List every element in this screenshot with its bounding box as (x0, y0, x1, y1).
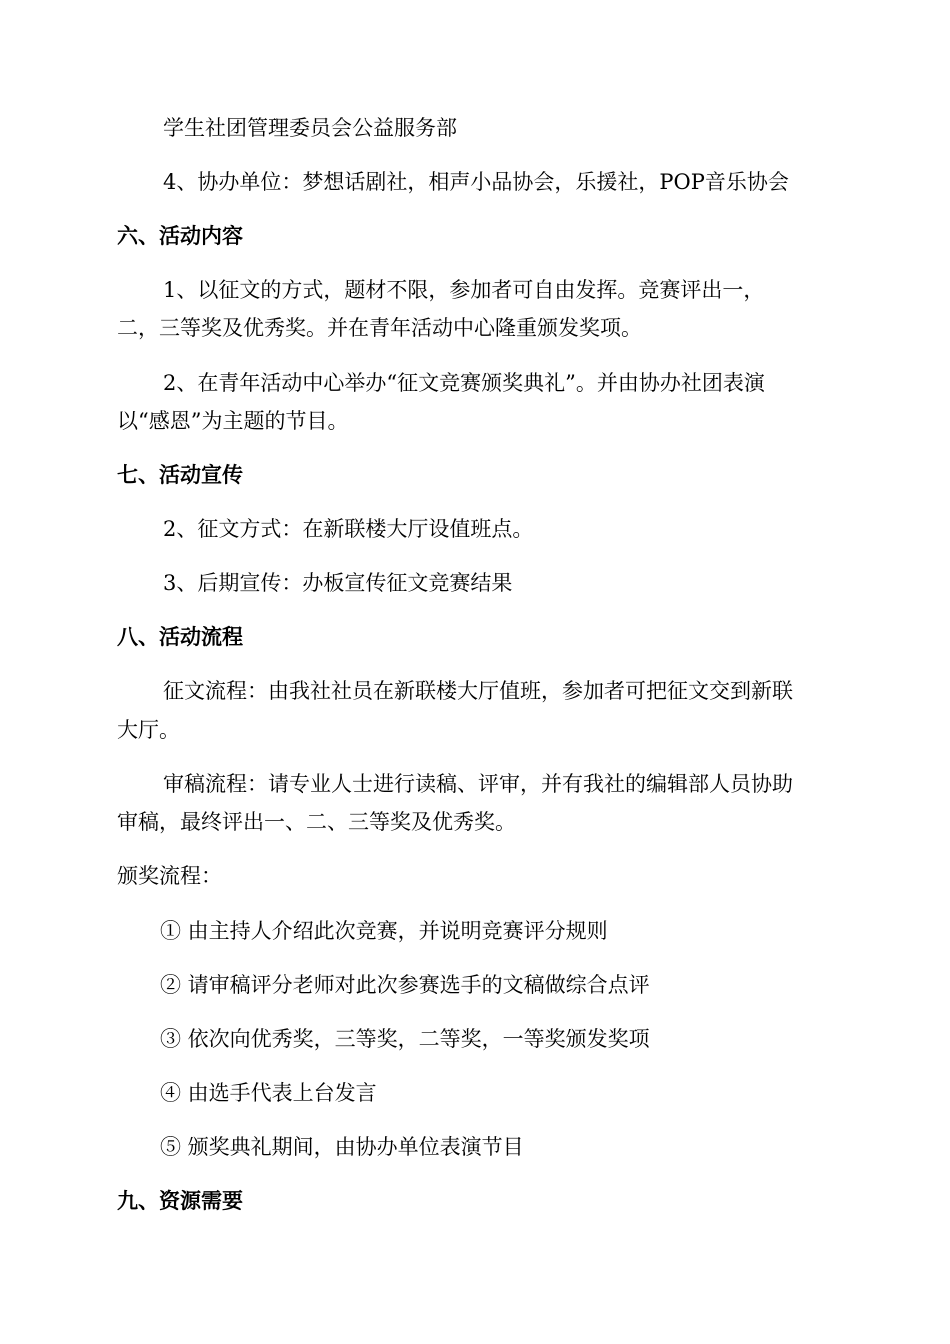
paragraph-line: 3、后期宣传：办板宣传征文竞赛结果 (163, 571, 513, 595)
list-item: ④ 由选手代表上台发言 (160, 1081, 377, 1105)
paragraph-line: 审稿流程：请专业人士进行读稿、评审，并有我社的编辑部人员协助 (163, 772, 793, 796)
paragraph-line: 2、征文方式：在新联楼大厅设值班点。 (163, 517, 534, 541)
list-item: ⑤ 颁奖典礼期间，由协办单位表演节目 (160, 1135, 524, 1159)
paragraph-line: 审稿，最终评出一、二、三等奖及优秀奖。 (117, 810, 516, 834)
section-heading-process: 八、活动流程 (117, 625, 243, 649)
section-heading-activity-content: 六、活动内容 (117, 224, 243, 248)
co-organizer-line: 4、协办单位：梦想话剧社，相声小品协会，乐援社，POP音乐协会 (163, 170, 789, 194)
paragraph-line: 1、以征文的方式，题材不限，参加者可自由发挥。竞赛评出一， (163, 278, 765, 302)
list-item: ② 请审稿评分老师对此次参赛选手的文稿做综合点评 (160, 973, 650, 997)
list-item: ③ 依次向优秀奖，三等奖，二等奖，一等奖颁发奖项 (160, 1027, 650, 1051)
list-item: ① 由主持人介绍此次竞赛，并说明竞赛评分规则 (160, 919, 608, 943)
section-heading-resources: 九、资源需要 (117, 1189, 243, 1213)
paragraph-line: 二，三等奖及优秀奖。并在青年活动中心隆重颁发奖项。 (117, 316, 642, 340)
paragraph-line: 颁奖流程： (117, 864, 222, 888)
section-heading-publicity: 七、活动宣传 (117, 463, 243, 487)
paragraph-line: 征文流程：由我社社员在新联楼大厅值班，参加者可把征文交到新联 (163, 679, 793, 703)
paragraph-line: 以“感恩”为主题的节目。 (117, 409, 349, 433)
org-line: 学生社团管理委员会公益服务部 (163, 116, 457, 140)
paragraph-line: 大厅。 (117, 718, 180, 742)
paragraph-line: 2、在青年活动中心举办“征文竞赛颁奖典礼”。并由协办社团表演 (163, 371, 765, 395)
